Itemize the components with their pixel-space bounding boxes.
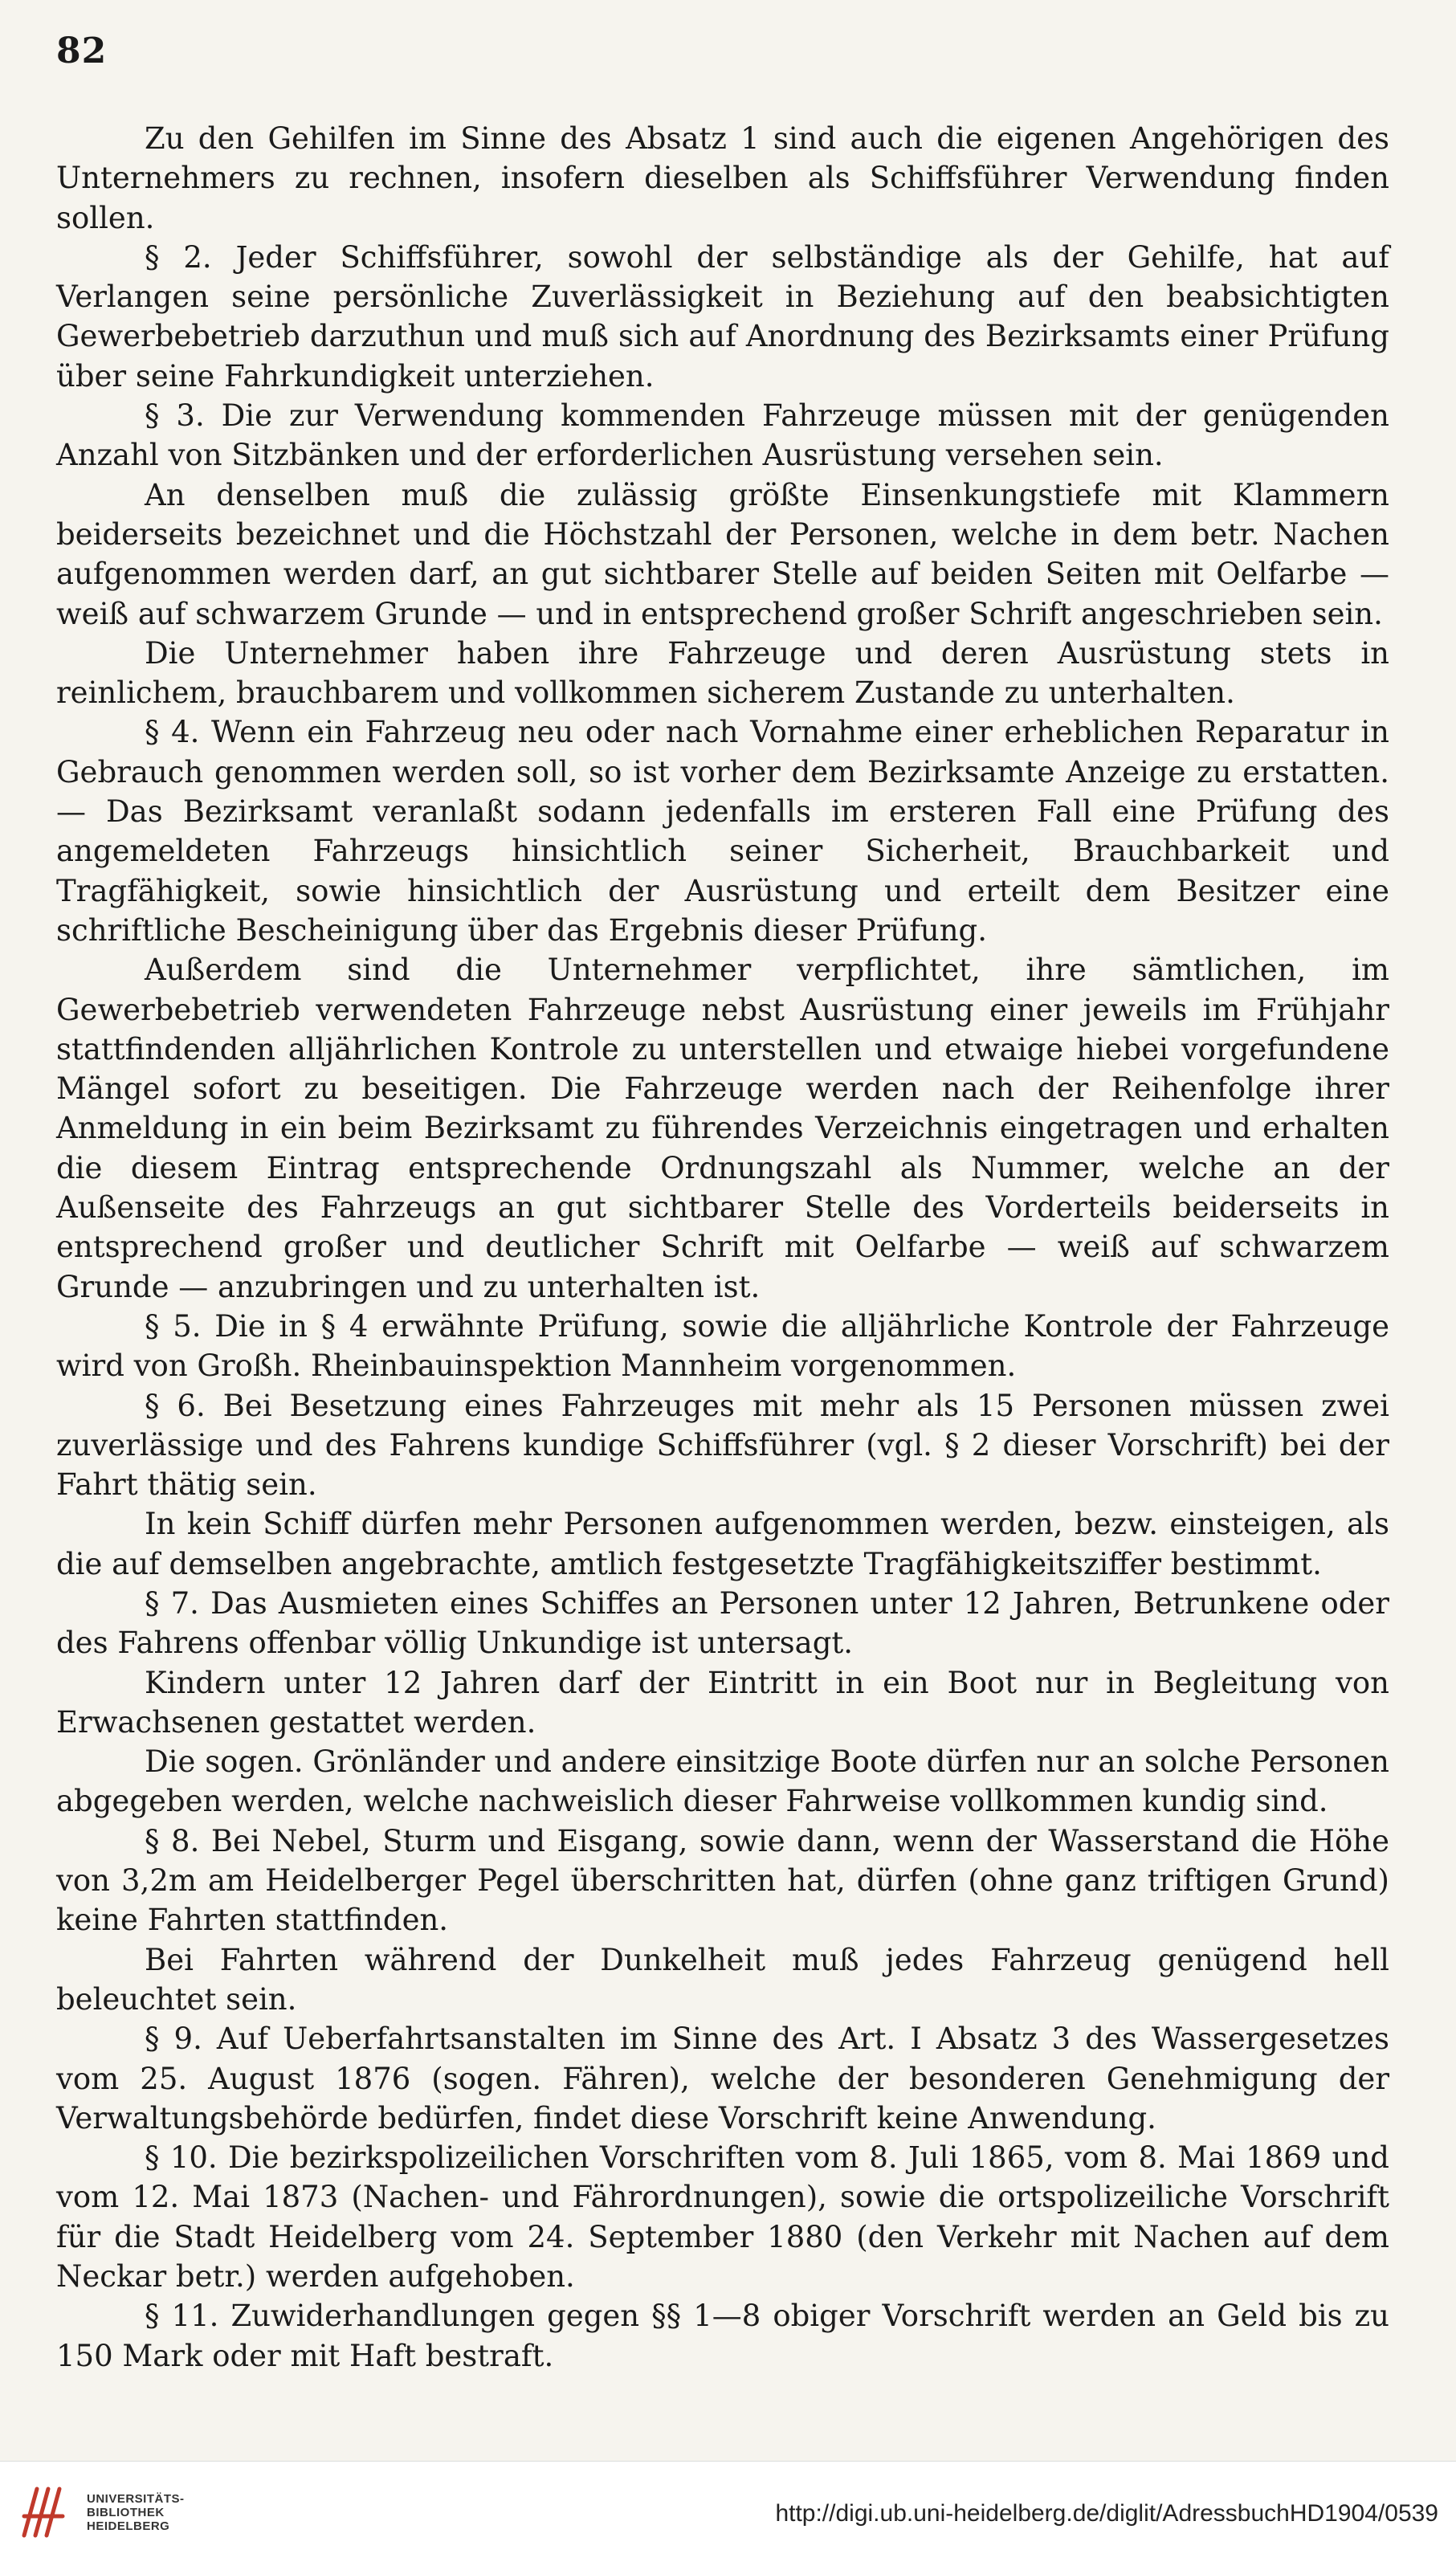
page-number: 82 (56, 31, 108, 71)
source-url-link[interactable]: http://digi.ub.uni-heidelberg.de/diglit/AdressbuchHD1904/0539 (775, 2500, 1438, 2527)
paragraph-section-9: § 9. Auf Ueberfahrtsanstalten im Sinne des Art. I Absatz 3 des Wassergesetzes vom 25. August 1876 (sogen. Fähren), welche der besonderen Genehmigung der Verwaltungsbehörde bedürfen, findet diese Vorschrift keine Anwendung. (56, 2021, 1389, 2136)
paragraph-unternehmer-ausruestung: Die Unternehmer haben ihre Fahrzeuge und deren Ausrüstung stets in reinlichem, brauchbarem und vollkommen sicherem Zustande zu unterhalten. (56, 635, 1389, 711)
paragraph-groenlaender: Die sogen. Grönländer und andere einsitzige Boote dürfen nur an solche Personen abgegeben werden, welche nachweislich dieser Fahrweise vollkommen kundig sind. (56, 1744, 1389, 1819)
paragraph-section-11: § 11. Zuwiderhandlungen gegen §§ 1—8 obiger Vorschrift werden an Geld bis zu 150 Mark oder mit Haft bestraft. (56, 2299, 1389, 2373)
paragraph-section-4: § 4. Wenn ein Fahrzeug neu oder nach Vornahme einer erheblichen Reparatur in Gebrauch genommen werden soll, so ist vorher dem Bezirksamte Anzeige zu erstatten. — Das Bezirksamt veranlaßt sodann jedenfalls im ersteren Fall eine Prüfung des angemeldeten Fahrzeugs hinsichtlich seiner Sicherheit, Brauchbarkeit und Tragfähigkeit, sowie hinsichtlich der Ausrüstung und erteilt dem Besitzer eine schriftliche Bescheinigung über das Ergebnis dieser Prüfung. (56, 715, 1389, 948)
paragraph-section-3: § 3. Die zur Verwendung kommenden Fahrzeuge müssen mit der genügenden Anzahl von Sitzbänken und der erforderlichen Ausrüstung versehen sein. (56, 398, 1389, 473)
paragraph-section-5: § 5. Die in § 4 erwähnte Prüfung, sowie die alljährliche Kontrole der Fahrzeuge wird von Großh. Rheinbauinspektion Mannheim vorgenommen. (56, 1308, 1389, 1384)
paragraph-tragfaehigkeit: In kein Schiff dürfen mehr Personen aufgenommen werden, bezw. einsteigen, als die auf demselben angebrachte, amtlich festgesetzte Tragfähigkeitsziffer bestimmt. (56, 1507, 1389, 1581)
paragraph-kontrole: Außerdem sind die Unternehmer verpflichtet, ihre sämtlichen, im Gewerbebetrieb verwendeten Fahrzeuge nebst Ausrüstung einer jeweils im Frühjahr stattfindenden alljährlichen Kontrole zu unterstellen und etwaige hiebei vorgefundene Mängel sofort zu beseitigen. Die Fahrzeuge werden nach der Reihenfolge ihrer Anmeldung in ein beim Bezirksamt zu führendes Verzeichnis eingetragen und erhalten die diesem Eintrag entsprechende Ordnungszahl als Nummer, welche an der Außenseite des Fahrzeugs an gut sichtbarer Stelle des Vorderteils beiderseits in entsprechend großer und deutlicher Schrift mit Oelfarbe — weiß auf schwarzem Grunde — anzubringen und zu unterhalten ist. (56, 953, 1389, 1304)
paragraph-gehilfen: Zu den Gehilfen im Sinne des Absatz 1 sind auch die eigenen Angehörigen des Unternehmers zu rechnen, insofern dieselben als Schiffsführer Verwendung finden sollen. (56, 121, 1389, 235)
library-name (87, 2492, 185, 2533)
regulation-text (56, 119, 1389, 2376)
library-name-line-1: UNIVERSITÄTS- (87, 2492, 185, 2506)
paragraph-section-10: § 10. Die bezirkspolizeilichen Vorschriften vom 8. Juli 1865, vom 8. Mai 1869 und vom 12. Mai 1873 (Nachen- und Fährordnungen), sowie die ortspolizeiliche Vorschrift für die Stadt Heidelberg vom 24. September 1880 (den Verkehr mit Nachen auf dem Neckar betr.) werden aufgehoben. (56, 2140, 1389, 2295)
paragraph-section-2: § 2. Jeder Schiffsführer, sowohl der selbständige als der Gehilfe, hat auf Verlangen seine persönliche Zuverlässigkeit in Beziehung auf den beabsichtigten Gewerbebetrieb darzuthun und muß sich auf Anordnung des Bezirksamts einer Prüfung über seine Fahrkundigkeit unterziehen. (56, 239, 1389, 394)
paragraph-section-8: § 8. Bei Nebel, Sturm und Eisgang, sowie dann, wenn der Wasserstand die Höhe von 3,2m am Heidelberger Pegel überschritten hat, dürfen (ohne ganz triftigen Grund) keine Fahrten stattfinden. (56, 1823, 1389, 1938)
footer-bar (0, 2461, 1456, 2566)
paragraph-section-7: § 7. Das Ausmieten eines Schiffes an Personen unter 12 Jahren, Betrunkene oder des Fahrens offenbar völlig Unkundige ist untersagt. (56, 1585, 1389, 1661)
library-name-line-2: BIBLIOTHEK (87, 2506, 165, 2519)
paragraph-kinder: Kindern unter 12 Jahren darf der Eintritt in ein Boot nur in Begleitung von Erwachsenen gestattet werden. (56, 1665, 1389, 1740)
paragraph-dunkelheit: Bei Fahrten während der Dunkelheit muß jedes Fahrzeug genügend hell beleuchtet sein. (56, 1942, 1389, 2017)
paragraph-einsenkungstiefe: An denselben muß die zulässig größte Einsenkungstiefe mit Klammern beiderseits bezeichnet und die Höchstzahl der Personen, welche in dem betr. Nachen aufgenommen werden darf, an gut sichtbarer Stelle auf beiden Seiten mit Oelfarbe — weiß auf schwarzem Grunde — und in entsprechend großer Schrift angeschrieben sein. (56, 477, 1389, 631)
paragraph-section-6: § 6. Bei Besetzung eines Fahrzeuges mit mehr als 15 Personen müssen zwei zuverlässige und des Fahrens kundige Schiffsführer (vgl. § 2 dieser Vorschrift) bei der Fahrt thätig sein. (56, 1388, 1389, 1503)
library-name-line-3: HEIDELBERG (87, 2519, 170, 2533)
university-library-logo-icon (18, 2479, 82, 2544)
